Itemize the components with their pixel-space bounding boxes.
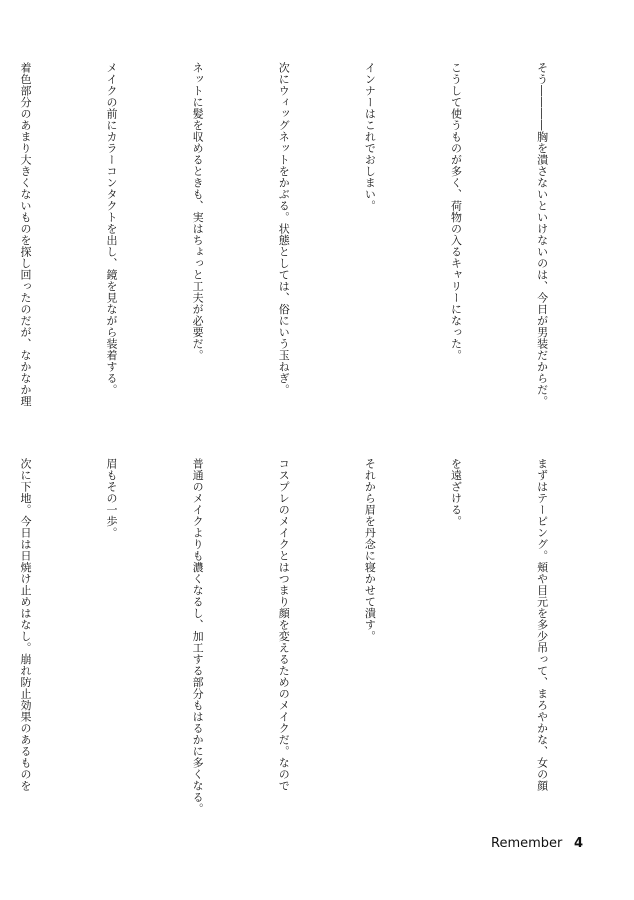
text-block-top — [18, 62, 613, 420]
text-line: コスプレのメイクとはつまり顔を変えるためのメイクだ。なので — [277, 458, 291, 792]
text-line: を遠ざける。 — [449, 458, 463, 527]
text-line: 普通のメイクよりも濃くなるし、加工する部分もはるかに多くなる。 — [191, 458, 205, 815]
text-line: 次に下地。今日は日焼け止めはなし。崩れ防止効果のあるものを — [18, 458, 32, 792]
text-line: それから眉を丹念に寝かせて潰す。 — [363, 458, 377, 642]
text-line: 着色部分のあまり大きくないものを探し回ったのだが、なかなか理 — [18, 62, 32, 407]
text-line: 次にウィッグネットをかぶる。状態としては、俗にいう玉ねぎ。 — [277, 62, 291, 396]
text-line: 眉もその一歩。 — [105, 458, 119, 539]
text-line: こうして使うものが多く、荷物の入るキャリーになった。 — [449, 62, 463, 361]
text-line: まずはテーピング。頬や目元を多少吊って、まろやかな、女の顔 — [535, 458, 549, 792]
text-block-bottom — [18, 458, 613, 816]
text-line: そう――――胸を潰さないといけないのは、今日が男装だからだ。 — [535, 62, 549, 407]
text-line: メイクの前にカラーコンタクトを出し、鏡を見ながら装着する。 — [105, 62, 119, 396]
text-line: インナーはこれでおしまい。 — [363, 62, 377, 212]
text-line: ネットに髪を収めるときも、実はちょっと工夫が必要だ。 — [191, 62, 205, 361]
running-footer-title: Remember — [491, 836, 563, 851]
page-number: 4 — [574, 836, 584, 851]
